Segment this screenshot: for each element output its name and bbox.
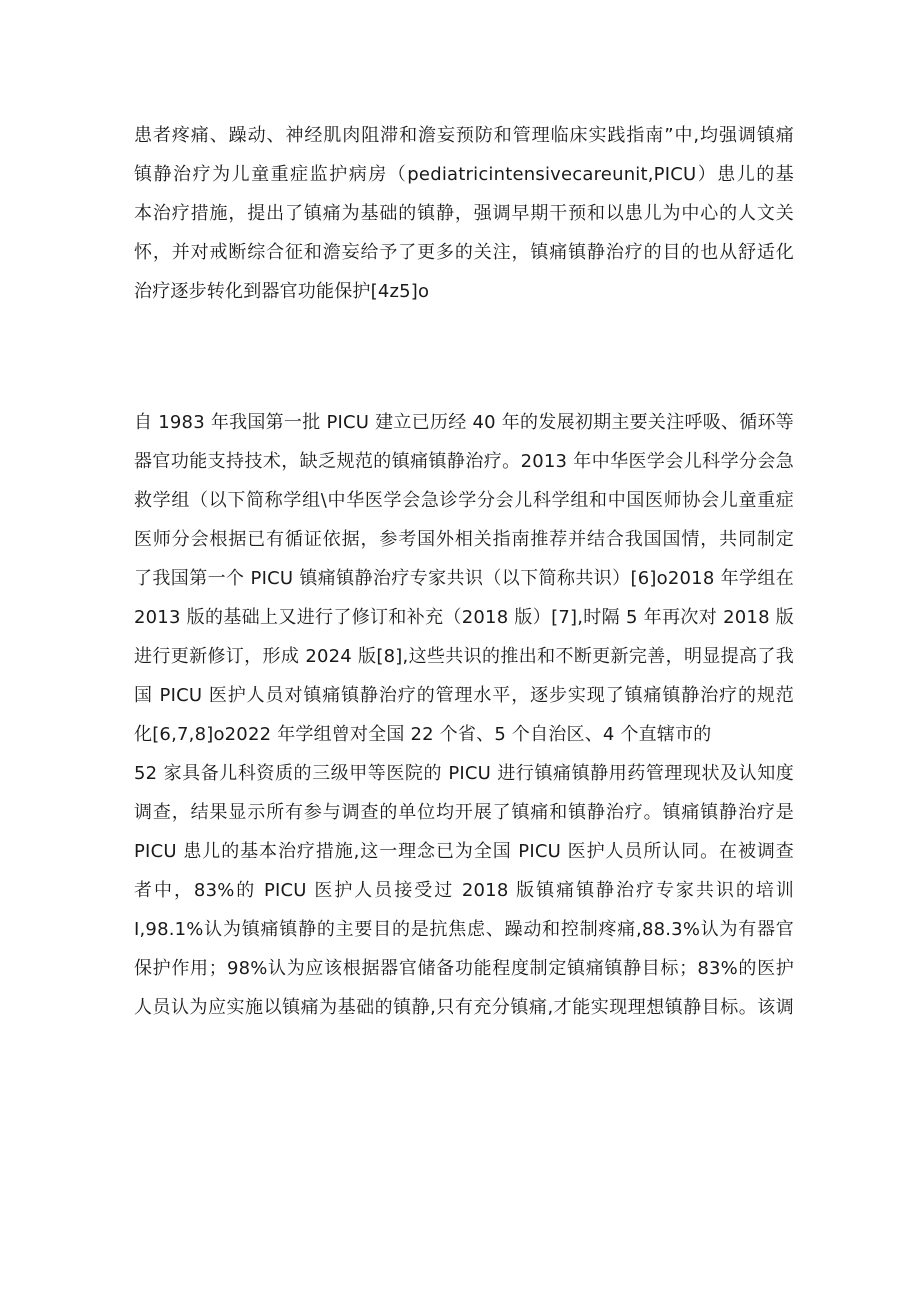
text-line: 进行更新修订，形成 2024 版[8],这些共识的推出和不断更新完善，明显提高了我 bbox=[134, 646, 794, 667]
text-line: 怀，并对戒断综合征和澹妄给予了更多的关注，镇痛镇静治疗的目的也从舒适化 bbox=[134, 242, 794, 263]
text-line: 了我国第一个 PICU 镇痛镇静治疗专家共识（以下简称共识）[6]o2018 年学组在 bbox=[134, 568, 794, 589]
text-line: 医师分会根据已有循证依据，参考国外相关指南推荐并结合我国国情，共同制定 bbox=[134, 529, 794, 550]
text-line: PICU 患儿的基本治疗措施,这一理念已为全国 PICU 医护人员所认同。在被调查 bbox=[134, 841, 794, 862]
text-line: 者中，83%的 PICU 医护人员接受过 2018 版镇痛镇静治疗专家共识的培训 bbox=[134, 880, 794, 901]
text-line: 治疗逐步转化到器官功能保护[4z5]o bbox=[134, 281, 430, 302]
text-line: 人员认为应实施以镇痛为基础的镇静,只有充分镇痛,才能实现理想镇静目标。该调 bbox=[134, 997, 794, 1018]
text-line: 国 PICU 医护人员对镇痛镇静治疗的管理水平，逐步实现了镇痛镇静治疗的规范 bbox=[134, 685, 794, 706]
text-line: I,98.1%认为镇痛镇静的主要目的是抗焦虑、躁动和控制疼痛,88.3%认为有器官 bbox=[134, 919, 794, 940]
text-line: 化[6,7,8]o2022 年学组曾对全国 22 个省、5 个自治区、4 个直辖市的 bbox=[134, 724, 712, 745]
paragraph-picu-history bbox=[134, 403, 794, 1027]
text-line: 患者疼痛、躁动、神经肌肉阻滞和澹妄预防和管理临床实践指南”中,均强调镇痛 bbox=[134, 125, 794, 146]
paragraph-guideline-intro bbox=[134, 116, 794, 311]
text-line: 镇静治疗为儿童重症监护病房（pediatricintensivecareunit,PICU）患儿的基 bbox=[134, 164, 794, 185]
text-line: 52 家具备儿科资质的三级甲等医院的 PICU 进行镇痛镇静用药管理现状及认知度 bbox=[134, 763, 794, 784]
text-line: 自 1983 年我国第一批 PICU 建立已历经 40 年的发展初期主要关注呼吸、循环等 bbox=[134, 412, 794, 433]
text-line: 调查，结果显示所有参与调查的单位均开展了镇痛和镇静治疗。镇痛镇静治疗是 bbox=[134, 802, 794, 823]
text-line: 本治疗措施，提出了镇痛为基础的镇静，强调早期干预和以患儿为中心的人文关 bbox=[134, 203, 794, 224]
text-line: 保护作用；98%认为应该根据器官储备功能程度制定镇痛镇静目标；83%的医护 bbox=[134, 958, 794, 979]
text-line: 器官功能支持技术，缺乏规范的镇痛镇静治疗。2013 年中华医学会儿科学分会急 bbox=[134, 451, 794, 472]
text-line: 2013 版的基础上又进行了修订和补充（2018 版）[7],时隔 5 年再次对 2018 版 bbox=[134, 607, 794, 628]
text-line: 救学组（以下简称学组\中华医学会急诊学分会儿科学组和中国医师协会儿童重症 bbox=[134, 490, 794, 511]
